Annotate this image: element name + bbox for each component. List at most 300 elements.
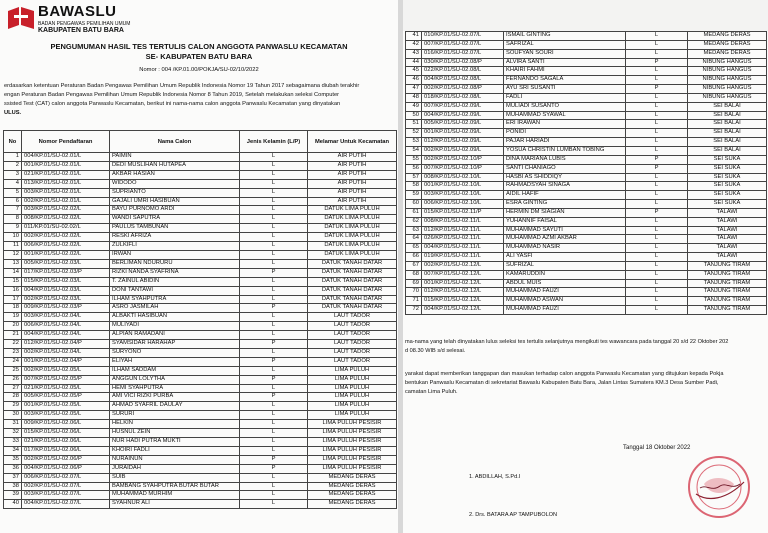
cell-regnum: 007/KP.01/SU-02.10/P: [422, 164, 504, 173]
cell-gender: L: [626, 297, 688, 306]
cell-no: 34: [4, 446, 22, 455]
cell-gender: L: [240, 277, 308, 286]
cell-district: SEI SUKA: [688, 200, 767, 209]
cell-regnum: 011/KP.01/SU-02.02/L: [22, 224, 110, 233]
cell-name: HEMI SYAHPUTRA: [110, 384, 240, 393]
signatory-2: 2. Drs. BATARA AP TAMPUBOLON: [469, 512, 558, 518]
cell-no: 18: [4, 304, 22, 313]
cell-gender: P: [240, 304, 308, 313]
table-row: [4, 411, 397, 420]
footer-note-2a: yarakat dapat memberikan tanggapan dan masukan terhadap calon anggota Panwaslu Kecamatan yang ditujukan kepada Pokja: [405, 371, 724, 377]
cell-no: 67: [406, 261, 422, 270]
cell-district: DATUK TANAH DATAR: [308, 295, 397, 304]
cell-district: TANJUNG TIRAM: [688, 279, 767, 288]
table-row: [406, 235, 767, 244]
cell-district: LAUT TADOR: [308, 313, 397, 322]
cell-name: SUFRIZAL: [504, 261, 626, 270]
cell-district: SEI BALAI: [688, 111, 767, 120]
table-header-row: [4, 131, 397, 153]
cell-district: SEI SUKA: [688, 173, 767, 182]
cell-gender: L: [240, 384, 308, 393]
footer-note-1a: ma-nama yang telah dinyatakan lulus seleksi tes tertulis selanjutnya mengikuti tes wawancara pada tanggal 20 s/d 22 Oktober 202: [405, 339, 729, 345]
cell-district: LAUT TADOR: [308, 322, 397, 331]
cell-district: LIMA PULUH: [308, 393, 397, 402]
cell-district: LAUT TADOR: [308, 357, 397, 366]
cell-name: HERMIN DM SIAGIAN: [504, 208, 626, 217]
org-name: BAWASLU: [38, 3, 117, 20]
cell-gender: L: [240, 331, 308, 340]
cell-name: PAIMIN: [110, 153, 240, 162]
cell-regnum: 030/KP.01/SU-02.08/P: [422, 58, 504, 67]
intro-line-1: erdasarkan ketentuan Peraturan Badan Pengawas Pemilihan Umum Republik Indonesia Nomor 19 Tahun 2017 sebagaimana diubah terakhir: [4, 83, 360, 89]
cell-gender: L: [240, 473, 308, 482]
cell-gender: L: [240, 348, 308, 357]
cell-district: AIR PUTIH: [308, 153, 397, 162]
cell-name: SANTI CHANIAGO: [504, 164, 626, 173]
cell-no: 61: [406, 208, 422, 217]
table-row: [4, 473, 397, 482]
table-row: [4, 482, 397, 491]
cell-no: 46: [406, 76, 422, 85]
cell-gender: L: [240, 161, 308, 170]
cell-district: TALAWI: [688, 226, 767, 235]
cell-district: SEI BALAI: [688, 146, 767, 155]
cell-regnum: 002/KP.01/SU-02.06/P: [22, 455, 110, 464]
table-row: [406, 58, 767, 67]
cell-regnum: 001/KP.01/SU-02.01/L: [22, 161, 110, 170]
cell-gender: L: [626, 235, 688, 244]
cell-district: MEDANG DERAS: [688, 49, 767, 58]
cell-district: TANJUNG TIRAM: [688, 270, 767, 279]
cell-name: MULIYADI: [110, 322, 240, 331]
table-row: [406, 40, 767, 49]
cell-no: 27: [4, 384, 22, 393]
cell-regnum: 004/KP.01/SU-02.08/L: [422, 76, 504, 85]
cell-name: BAYU PURNOMO ARDI: [110, 206, 240, 215]
cell-regnum: 018/KP.01/SU-02.08/L: [422, 93, 504, 102]
org-sub: BADAN PENGAWAS PEMILIHAN UMUM: [38, 21, 131, 27]
cell-regnum: 008/KP.01/SU-02.11/L: [422, 217, 504, 226]
cell-no: 4: [4, 179, 22, 188]
cell-name: KHOIRI FADLI: [110, 446, 240, 455]
cell-district: SEI SUKA: [688, 164, 767, 173]
cell-no: 7: [4, 206, 22, 215]
cell-district: SEI BALAI: [688, 120, 767, 129]
cell-no: 39: [4, 491, 22, 500]
cell-no: 35: [4, 455, 22, 464]
cell-no: 71: [406, 297, 422, 306]
table-row: [406, 49, 767, 58]
cell-regnum: 004/KP.01/SU-02.12/L: [422, 306, 504, 315]
cell-no: 53: [406, 138, 422, 147]
cell-regnum: 002/KP.01/SU-02.01/L: [22, 197, 110, 206]
cell-gender: L: [626, 173, 688, 182]
cell-regnum: 006/KP.01/SU-02.10/L: [422, 200, 504, 209]
cell-no: 19: [4, 313, 22, 322]
cell-no: 17: [4, 295, 22, 304]
cell-regnum: 009/KP.01/SU-02.03/P: [22, 304, 110, 313]
cell-no: 16: [4, 286, 22, 295]
cell-gender: L: [240, 206, 308, 215]
table-row: [406, 253, 767, 262]
table-row: [406, 129, 767, 138]
cell-no: 31: [4, 420, 22, 429]
table-row: [4, 259, 397, 268]
cell-gender: L: [626, 111, 688, 120]
cell-regnum: 008/KP.01/SU-02.10/L: [422, 173, 504, 182]
cell-name: RESKI AFRIZA: [110, 233, 240, 242]
table-row: [406, 297, 767, 306]
col-district-header: Melamar Untuk Kecamatan: [308, 131, 397, 153]
cell-regnum: 012/KP.01/SU-02.12/L: [422, 288, 504, 297]
cell-regnum: 002/KP.01/SU-02.05/L: [22, 366, 110, 375]
cell-no: 25: [4, 366, 22, 375]
cell-no: 9: [4, 224, 22, 233]
cell-no: 44: [406, 58, 422, 67]
cell-name: ASRO JASMILAH: [110, 304, 240, 313]
cell-name: RAHMADSYAH SINAGA: [504, 182, 626, 191]
table-row: [4, 348, 397, 357]
table-row: [406, 85, 767, 94]
cell-no: 21: [4, 331, 22, 340]
cell-name: ALBAKTI HASIBUAN: [110, 313, 240, 322]
cell-district: SEI BALAI: [688, 102, 767, 111]
cell-no: 50: [406, 111, 422, 120]
cell-district: DATUK TANAH DATAR: [308, 277, 397, 286]
table-row: [406, 217, 767, 226]
table-row: [406, 32, 767, 41]
intro-line-3: ssisted Test (CAT) calon anggota Panwaslu Kecamatan, berikut ini nama-nama calon anggota Panwaslu Kecamatan yang dinyatakan: [4, 101, 341, 107]
table-row: [4, 215, 397, 224]
cell-district: SEI BALAI: [688, 129, 767, 138]
cell-name: MUHAMMAD FAUZI: [504, 288, 626, 297]
cell-gender: L: [626, 288, 688, 297]
cell-name: MUHAMMAD MURHIM: [110, 491, 240, 500]
cell-regnum: 026/KP.01/SU-02.11/L: [422, 235, 504, 244]
cell-district: LIMA PULUH: [308, 384, 397, 393]
cell-name: SUPRIANTO: [110, 188, 240, 197]
cell-name: NUR HADI PUTRA MUKTI: [110, 438, 240, 447]
cell-no: 70: [406, 288, 422, 297]
cell-name: SURYONO: [110, 348, 240, 357]
cell-gender: L: [240, 215, 308, 224]
cell-gender: L: [626, 76, 688, 85]
cell-name: KHAIRI FAHMI: [504, 67, 626, 76]
cell-name: ALI YASFI: [504, 253, 626, 262]
table-row: [406, 208, 767, 217]
cell-name: ELIYAH: [110, 357, 240, 366]
cell-gender: L: [240, 420, 308, 429]
signatory-1: 1. ABDILLAH, S.Pd.I: [469, 474, 521, 480]
cell-regnum: 012/KP.01/SU-02.09/L: [422, 138, 504, 147]
cell-name: MUHAMMAD FAUZI: [504, 306, 626, 315]
cell-gender: L: [240, 153, 308, 162]
cell-no: 30: [4, 411, 22, 420]
cell-district: SEI SUKA: [688, 182, 767, 191]
table-row: [406, 111, 767, 120]
cell-name: IRWAN: [110, 250, 240, 259]
table-row: [4, 313, 397, 322]
table-row: [4, 188, 397, 197]
cell-regnum: 015/KP.01/SU-02.12/L: [422, 297, 504, 306]
cell-district: MEDANG DERAS: [308, 482, 397, 491]
cell-name: MUHAMMAD SAYUTI: [504, 226, 626, 235]
cell-district: LAUT TADOR: [308, 340, 397, 349]
cell-gender: L: [240, 233, 308, 242]
doc-number: Nomor : 004 /KP.01.00/POKJA/SU-02/10/2022: [139, 67, 259, 73]
cell-name: ABDUL MUIS: [504, 279, 626, 288]
cell-regnum: 017/KP.01/SU-02.03/P: [22, 268, 110, 277]
cell-name: AHMAD SYAFRIL DAULAY: [110, 402, 240, 411]
footer-note-1b: d 08.30 WIB s/d selesai.: [405, 348, 466, 354]
org-region: KABUPATEN BATU BARA: [38, 27, 124, 34]
cell-regnum: 017/KP.01/SU-02.06/L: [22, 446, 110, 455]
cell-district: DATUK TANAH DATAR: [308, 304, 397, 313]
document-page-right: [403, 0, 768, 533]
cell-no: 64: [406, 235, 422, 244]
table-row: [406, 138, 767, 147]
cell-gender: L: [626, 129, 688, 138]
cell-gender: L: [626, 279, 688, 288]
table-row: [406, 93, 767, 102]
table-row: [4, 304, 397, 313]
cell-name: PONIDI: [504, 129, 626, 138]
cell-no: 1: [4, 153, 22, 162]
cell-district: MEDANG DERAS: [308, 500, 397, 509]
cell-name: ERI IRAWAN: [504, 120, 626, 129]
cell-district: MEDANG DERAS: [688, 40, 767, 49]
cell-no: 28: [4, 393, 22, 402]
cell-regnum: 004/KP.01/SU-02.09/L: [422, 111, 504, 120]
cell-regnum: 015/KP.01/SU-02.06/L: [22, 429, 110, 438]
cell-regnum: 002/KP.01/SU-02.10/P: [422, 155, 504, 164]
cell-regnum: 021/KP.01/SU-02.05/L: [22, 384, 110, 393]
table-row: [4, 402, 397, 411]
cell-regnum: 002/KP.01/SU-02.03/L: [22, 295, 110, 304]
cell-gender: L: [626, 146, 688, 155]
cell-gender: L: [240, 259, 308, 268]
table-row: [4, 161, 397, 170]
table-row: [4, 224, 397, 233]
table-row: [406, 244, 767, 253]
cell-district: DATUK TANAH DATAR: [308, 286, 397, 295]
cell-district: AIR PUTIH: [308, 170, 397, 179]
cell-district: DATUK LIMA PULUH: [308, 250, 397, 259]
cell-no: 36: [4, 464, 22, 473]
cell-regnum: 001/KP.01/SU-02.12/L: [422, 279, 504, 288]
cell-no: 56: [406, 164, 422, 173]
cell-no: 59: [406, 191, 422, 200]
cell-gender: L: [626, 244, 688, 253]
table-row: [4, 286, 397, 295]
cell-regnum: 003/KP.01/SU-02.05/L: [22, 411, 110, 420]
cell-name: HELKIN: [110, 420, 240, 429]
table-row: [406, 120, 767, 129]
cell-name: SYAMSIDAR HARAHAP: [110, 340, 240, 349]
cell-name: NURAINUN: [110, 455, 240, 464]
cell-district: DATUK TANAH DATAR: [308, 268, 397, 277]
table-row: [4, 464, 397, 473]
table-row: [4, 420, 397, 429]
cell-no: 2: [4, 161, 22, 170]
cell-gender: P: [240, 340, 308, 349]
cell-gender: P: [626, 58, 688, 67]
cell-no: 55: [406, 155, 422, 164]
cell-name: ISMAIL GINTING: [504, 32, 626, 41]
cell-gender: L: [626, 138, 688, 147]
cell-no: 38: [4, 482, 22, 491]
cell-regnum: 007/KP.01/SU-02.12/L: [422, 270, 504, 279]
cell-gender: P: [626, 164, 688, 173]
table-row: [406, 155, 767, 164]
cell-gender: L: [240, 366, 308, 375]
cell-no: 58: [406, 182, 422, 191]
cell-name: WANDI SAPUTRA: [110, 215, 240, 224]
table-row: [406, 270, 767, 279]
doc-title-1: PENGUMUMAN HASIL TES TERTULIS CALON ANGGOTA PANWASLU KECAMATAN: [50, 42, 348, 51]
cell-regnum: 002/KP.01/SU-02.04/L: [22, 348, 110, 357]
cell-no: 48: [406, 93, 422, 102]
cell-district: TALAWI: [688, 208, 767, 217]
cell-district: DATUK LIMA PULUH: [308, 242, 397, 251]
cell-gender: P: [240, 375, 308, 384]
cell-regnum: 003/KP.01/SU-02.07/L: [22, 491, 110, 500]
cell-district: MEDANG DERAS: [308, 491, 397, 500]
cell-gender: L: [626, 40, 688, 49]
cell-district: TALAWI: [688, 235, 767, 244]
table-row: [406, 164, 767, 173]
results-table-left: [3, 130, 397, 509]
cell-gender: L: [626, 270, 688, 279]
cell-no: 68: [406, 270, 422, 279]
cell-district: NIBUNG HANGUS: [688, 76, 767, 85]
cell-district: MEDANG DERAS: [308, 473, 397, 482]
table-row: [4, 429, 397, 438]
cell-district: AIR PUTIH: [308, 179, 397, 188]
cell-no: 62: [406, 217, 422, 226]
table-row: [4, 455, 397, 464]
cell-district: LIMA PULUH: [308, 411, 397, 420]
table-row: [406, 173, 767, 182]
cell-no: 5: [4, 188, 22, 197]
cell-district: LIMA PULUH PESISIR: [308, 446, 397, 455]
table-row: [4, 295, 397, 304]
table-row: [4, 340, 397, 349]
cell-regnum: 021/KP.01/SU-02.06/L: [22, 438, 110, 447]
cell-gender: L: [240, 188, 308, 197]
org-identity: [38, 4, 188, 35]
cell-regnum: 007/KP.01/SU-02.07/L: [422, 40, 504, 49]
cell-no: 57: [406, 173, 422, 182]
cell-district: DATUK LIMA PULUH: [308, 224, 397, 233]
cell-name: AMI VICI RIZKI PURBA: [110, 393, 240, 402]
cell-district: AIR PUTIH: [308, 197, 397, 206]
cell-district: TANJUNG TIRAM: [688, 297, 767, 306]
cell-gender: P: [626, 208, 688, 217]
cell-regnum: 022/KP.01/SU-02.08/L: [422, 67, 504, 76]
footer-note-2c: camatan Lima Puluh.: [405, 389, 458, 395]
table-row: [4, 197, 397, 206]
cell-name: SUIB: [110, 473, 240, 482]
table-row: [406, 146, 767, 155]
cell-no: 49: [406, 102, 422, 111]
col-no-header: No: [4, 131, 22, 153]
cell-district: TANJUNG TIRAM: [688, 306, 767, 315]
cell-name: FERNANDO SAGALA: [504, 76, 626, 85]
cell-no: 41: [406, 32, 422, 41]
table-row: [4, 206, 397, 215]
col-regnum-header: Nomor Pendaftaran: [22, 131, 110, 153]
table-row: [4, 375, 397, 384]
cell-regnum: 002/KP.01/SU-02.07/L: [22, 482, 110, 491]
cell-no: 23: [4, 348, 22, 357]
cell-regnum: 001/KP.01/SU-02.05/L: [22, 402, 110, 411]
cell-gender: L: [240, 286, 308, 295]
cell-name: AIDIL HAFIF: [504, 191, 626, 200]
cell-name: ANGGUN LOLYTHA: [110, 375, 240, 384]
cell-name: PAJAR HARIADI: [504, 138, 626, 147]
page-top-margin: [403, 0, 768, 31]
cell-no: 22: [4, 340, 22, 349]
cell-regnum: 006/KP.01/SU-02.04/L: [22, 322, 110, 331]
cell-name: ILHAM SADDAM: [110, 366, 240, 375]
cell-regnum: 001/KP.01/SU-02.09/L: [422, 129, 504, 138]
cell-regnum: 004/KP.01/SU-02.04/L: [22, 331, 110, 340]
cell-name: ALVIRA SANTI: [504, 58, 626, 67]
cell-regnum: 015/KP.01/SU-02.03/L: [22, 277, 110, 286]
cell-no: 15: [4, 277, 22, 286]
table-row: [4, 277, 397, 286]
table-row: [406, 67, 767, 76]
cell-regnum: 005/KP.01/SU-02.03/L: [22, 259, 110, 268]
table-row: [4, 242, 397, 251]
sign-date: Tanggal 18 Oktober 2022: [623, 445, 691, 451]
cell-no: 6: [4, 197, 22, 206]
cell-district: MEDANG DERAS: [688, 32, 767, 41]
cell-gender: L: [240, 250, 308, 259]
table-row: [4, 446, 397, 455]
cell-regnum: 003/KP.01/SU-02.02/L: [22, 206, 110, 215]
table-row: [406, 191, 767, 200]
cell-gender: L: [240, 482, 308, 491]
cell-regnum: 016/KP.01/SU-02.07/L: [422, 49, 504, 58]
cell-regnum: 004/KP.01/SU-02.03/L: [22, 286, 110, 295]
table-row: [4, 393, 397, 402]
cell-regnum: 012/KP.01/SU-02.11/L: [422, 226, 504, 235]
table-row: [406, 200, 767, 209]
cell-district: DATUK LIMA PULUH: [308, 233, 397, 242]
cell-district: SEI SUKA: [688, 155, 767, 164]
cell-district: LIMA PULUH PESISIR: [308, 420, 397, 429]
table-row: [406, 279, 767, 288]
cell-regnum: 002/KP.01/SU-02.08/P: [422, 85, 504, 94]
cell-district: LIMA PULUH PESISIR: [308, 464, 397, 473]
bawaslu-logo: [6, 5, 36, 31]
cell-name: DEDI MUSLIHAN HUTAPEA: [110, 161, 240, 170]
cell-district: LIMA PULUH PESISIR: [308, 455, 397, 464]
table-row: [4, 153, 397, 162]
cell-gender: L: [240, 491, 308, 500]
cell-gender: L: [240, 242, 308, 251]
cell-no: 42: [406, 40, 422, 49]
cell-gender: P: [626, 155, 688, 164]
intro-line-2: engan Peraturan Badan Pengawas Pemilihan Umum Republik Indonesia Nomor 8 Tahun 2019, Setelah melakukan seleksi Computer: [4, 92, 340, 98]
cell-gender: P: [240, 455, 308, 464]
cell-gender: L: [240, 446, 308, 455]
cell-district: TANJUNG TIRAM: [688, 288, 767, 297]
cell-name: MUHAMMAD NASIR: [504, 244, 626, 253]
cell-no: 3: [4, 170, 22, 179]
